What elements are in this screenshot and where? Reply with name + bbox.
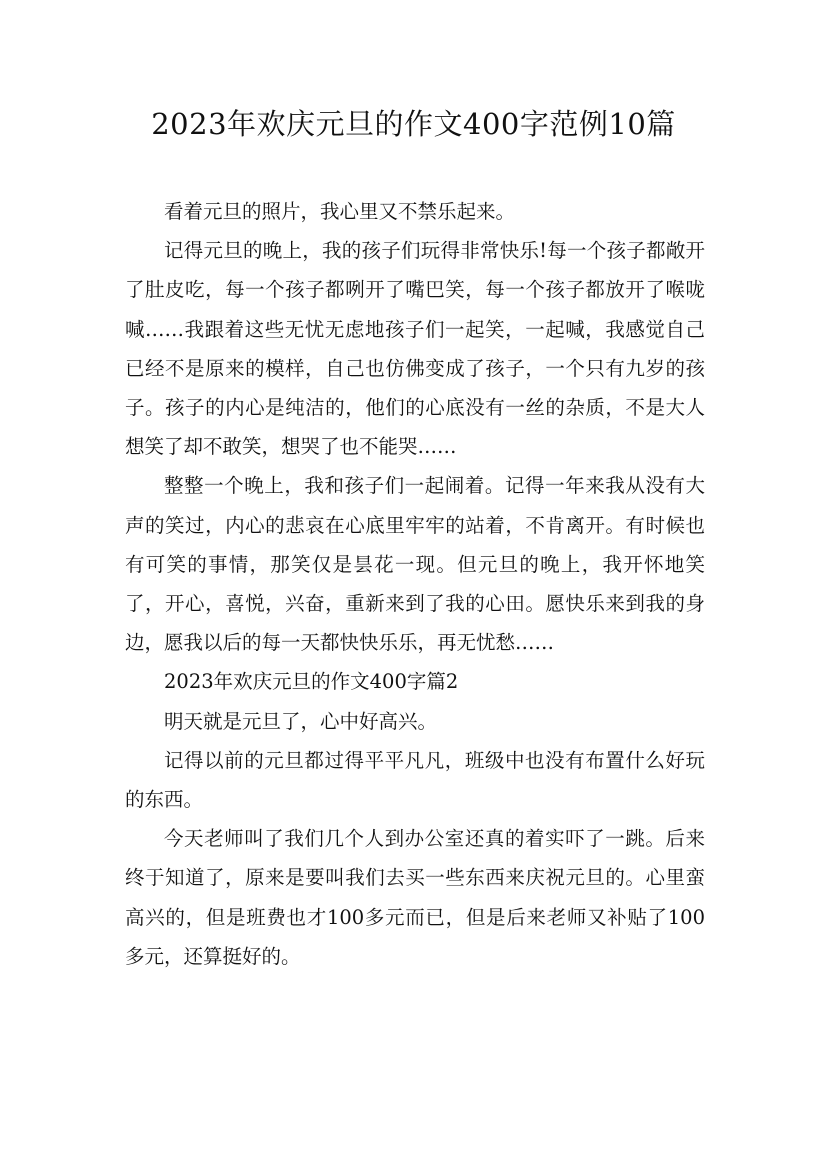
paragraph: 整整一个晚上，我和孩子们一起闹着。记得一年来我从没有大声的笑过，内心的悲哀在心底里牢牢的站着，不肯离开。有时候也有可笑的事情，那笑仅是昙花一现。但元旦的晚上，我开怀地笑了，开心，喜悦，兴奋，重新来到了我的心田。愿快乐来到我的身边，愿我以后的每一天都快快乐乐，再无忧愁…… — [125, 474, 705, 655]
paragraph: 今天老师叫了我们几个人到办公室还真的着实吓了一跳。后来终于知道了，原来是要叫我们去买一些东西来庆祝元旦的。心里蛮高兴的，但是班费也才100多元而已，但是后来老师又补贴了100多元，还算挺好的。 — [125, 827, 705, 968]
paragraph: 看着元旦的照片，我心里又不禁乐起来。 — [164, 200, 516, 223]
paragraph: 记得以前的元旦都过得平平凡凡，班级中也没有布置什么好玩的东西。 — [125, 748, 705, 812]
document-body — [125, 192, 705, 976]
document-title: 2023年欢庆元旦的作文400字范例10篇 — [151, 107, 676, 141]
paragraph: 记得元旦的晚上，我的孩子们玩得非常快乐!每一个孩子都敞开了肚皮吃，每一个孩子都咧开了嘴巴笑，每一个孩子都放开了喉咙喊……我跟着这些无忧无虑地孩子们一起笑，一起喊，我感觉自己已经不是原来的模样，自己也仿佛变成了孩子，一个只有九岁的孩子。孩子的内心是纯洁的，他们的心底没有一丝的杂质，不是大人想笑了却不敢笑，想哭了也不能哭…… — [125, 239, 705, 459]
section-heading: 2023年欢庆元旦的作文400字篇2 — [164, 670, 459, 694]
paragraph: 明天就是元旦了，心中好高兴。 — [164, 709, 438, 733]
